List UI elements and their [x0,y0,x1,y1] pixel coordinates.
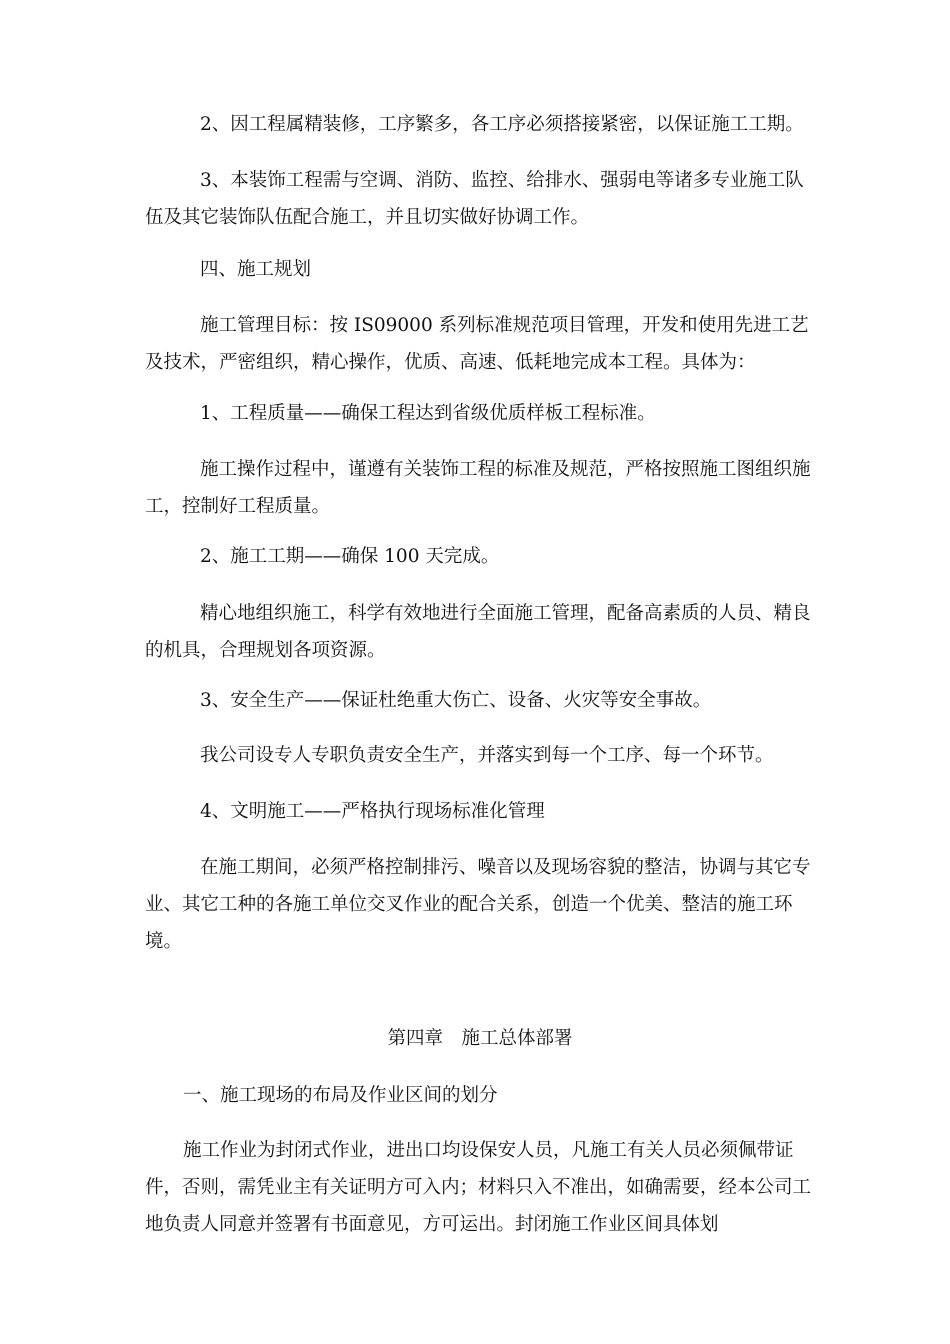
paragraph-civilized-heading: 4、文明施工——严格执行现场标准化管理 [200,801,545,822]
paragraph-coordination: 3、本装饰工程需与空调、消防、监控、给排水、强弱电等诸多专业施工队伍及其它装饰队伍配合施工，并且切实做好协调工作。 [145,170,804,228]
paragraph-quality-body: 施工操作过程中，谨遵有关装饰工程的标准及规范，严格按照施工图组织施工，控制好工程质量。 [145,459,811,517]
paragraph-management-goal: 施工管理目标：按 IS09000 系列标准规范项目管理，开发和使用先进工艺及技术，严密组织，精心操作，优质、高速、低耗地完成本工程。具体为： [145,315,809,373]
section-heading-planning: 四、施工规划 [200,259,312,280]
paragraph-construction-period: 2、因工程属精装修，工序繁多，各工序必须搭接紧密，以保证施工工期。 [200,114,804,135]
paragraph-safety-body: 我公司设专人专职负责安全生产，并落实到每一个工序、每一个环节。 [200,745,774,766]
paragraph-safety-heading: 3、安全生产——保证杜绝重大伤亡、设备、火灾等安全事故。 [200,690,712,711]
paragraph-civilized-body: 在施工期间，必须严格控制排污、噪音以及现场容貌的整洁，协调与其它专业、其它工种的各施工单位交叉作业的配合关系，创造一个优美、整洁的施工环境。 [145,857,811,952]
section-heading-layout: 一、施工现场的布局及作业区间的划分 [183,1085,498,1106]
paragraph-enclosed-work: 施工作业为封闭式作业，进出口均设保安人员，凡施工有关人员必须佩带证件，否则，需凭业主有关证明方可入内；材料只入不准出，如确需要，经本公司工地负责人同意并签署有书面意见，方可运出。封闭施工作业区间具体划 [145,1140,812,1235]
paragraph-quality-heading: 1、工程质量——确保工程达到省级优质样板工程标准。 [200,403,656,424]
paragraph-schedule-heading: 2、施工工期——确保 100 天完成。 [200,546,500,567]
chapter-title: 第四章 施工总体部署 [387,1028,573,1049]
paragraph-schedule-body: 精心地组织施工，科学有效地进行全面施工管理，配备高素质的人员、精良的机具，合理规划各项资源。 [145,603,811,661]
